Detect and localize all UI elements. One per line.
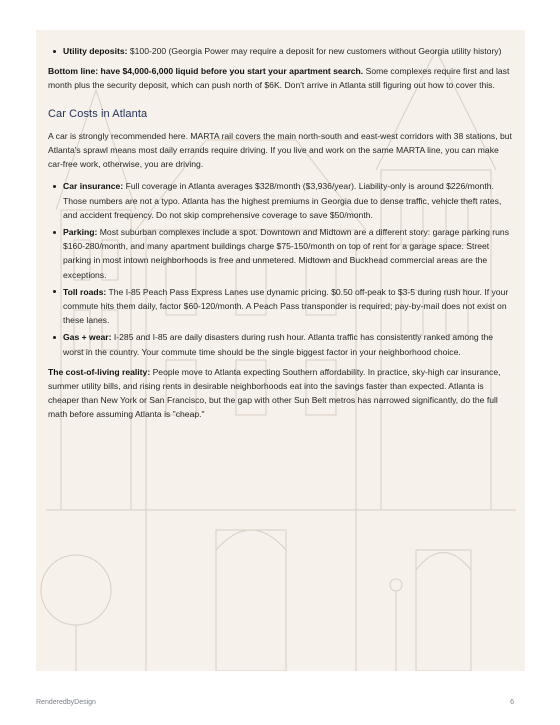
bottom-line-text: Some complexes require first and last month plus the security deposit, which can push north of $6K. Don't arrive in Atlanta still figuring out how to cover this. [48, 66, 510, 91]
bullet-car-insurance [63, 179, 514, 222]
bullet-text: $100-200 (Georgia Power may require a deposit for new customers without Georgia utility history) [127, 46, 502, 56]
bullet-gas-wear [63, 330, 514, 358]
bullet-label: Car insurance: [63, 181, 124, 192]
bottom-line-label: Bottom line: have $4,000-6,000 liquid before you start your apartment search. [48, 66, 364, 77]
bullet-text: Full coverage in Atlanta averages $328/month ($3,936/year). Liability-only is around $226/month. Those numbers are not a typo. Atlanta has the highest premiums in Georgia due to dense traffic, vehicle theft rates, and accident frequency. Do not skip comprehensive coverage to save $50/month. [63, 181, 502, 220]
bullet-parking [63, 225, 514, 282]
closing-paragraph [48, 365, 514, 422]
bullet-text: The I-85 Peach Pass Express Lanes use dynamic pricing. $0.50 off-peak to $3-5 during rush hour. If your commute hits them daily, factor $60-120/month. A Peach Pass transponder is required; pay-by-mail does not exist on these lanes. [63, 286, 509, 326]
section-heading: Car Costs in Atlanta [48, 107, 148, 120]
intro-bullet-list [48, 44, 514, 58]
car-cost-bullet-list [48, 179, 514, 358]
page-number: 6 [510, 699, 514, 706]
bullet-label: Toll roads: [63, 286, 107, 297]
closing-text: People move to Atlanta expecting Southern affordability. In practice, sky-high car insurance, summer utility bills, and rising rents in desirable neighborhoods eat into the savings faster than expected. Atlanta is cheaper than New York or San Francisco, but the gap with other Sun Belt metros has narrowed significantly, do the full math before assuming Atlanta is "cheap." [48, 366, 501, 420]
closing-label: The cost-of-living reality: [48, 366, 151, 377]
bullet-label: Gas + wear: [63, 332, 112, 343]
bottom-line-paragraph [48, 64, 514, 92]
bullet-toll-roads [63, 285, 514, 328]
section-intro: A car is strongly recommended here. MARTA rail covers the main north-south and east-west corridors with 38 stations, but Atlanta's sprawl means most daily errands require driving. If you live and work on the same MARTA line, you can make car-free work, otherwise, you are driving. [48, 130, 512, 170]
footer-brand: RenderedbyDesign [36, 699, 96, 706]
bullet-text: Most suburban complexes include a spot. Downtown and Midtown are a different story: garage parking runs $160-280/month, and many apartment buildings charge $75-150/month on top of rent for a garage space. Street parking in most intown neighborhoods is free and unmetered. Midtown and Buckhead commercial areas are the exceptions. [63, 227, 510, 280]
bullet-text: I-285 and I-85 are daily disasters during rush hour. Atlanta traffic has consistently ranked among the worst in the country. Your commute time should be the single biggest factor in your neighborhood choice. [63, 332, 494, 357]
bullet-label: Parking: [63, 227, 98, 238]
bullet-utility-deposits [63, 44, 514, 58]
bullet-label: Utility deposits: [63, 46, 128, 56]
document-body [48, 44, 514, 430]
